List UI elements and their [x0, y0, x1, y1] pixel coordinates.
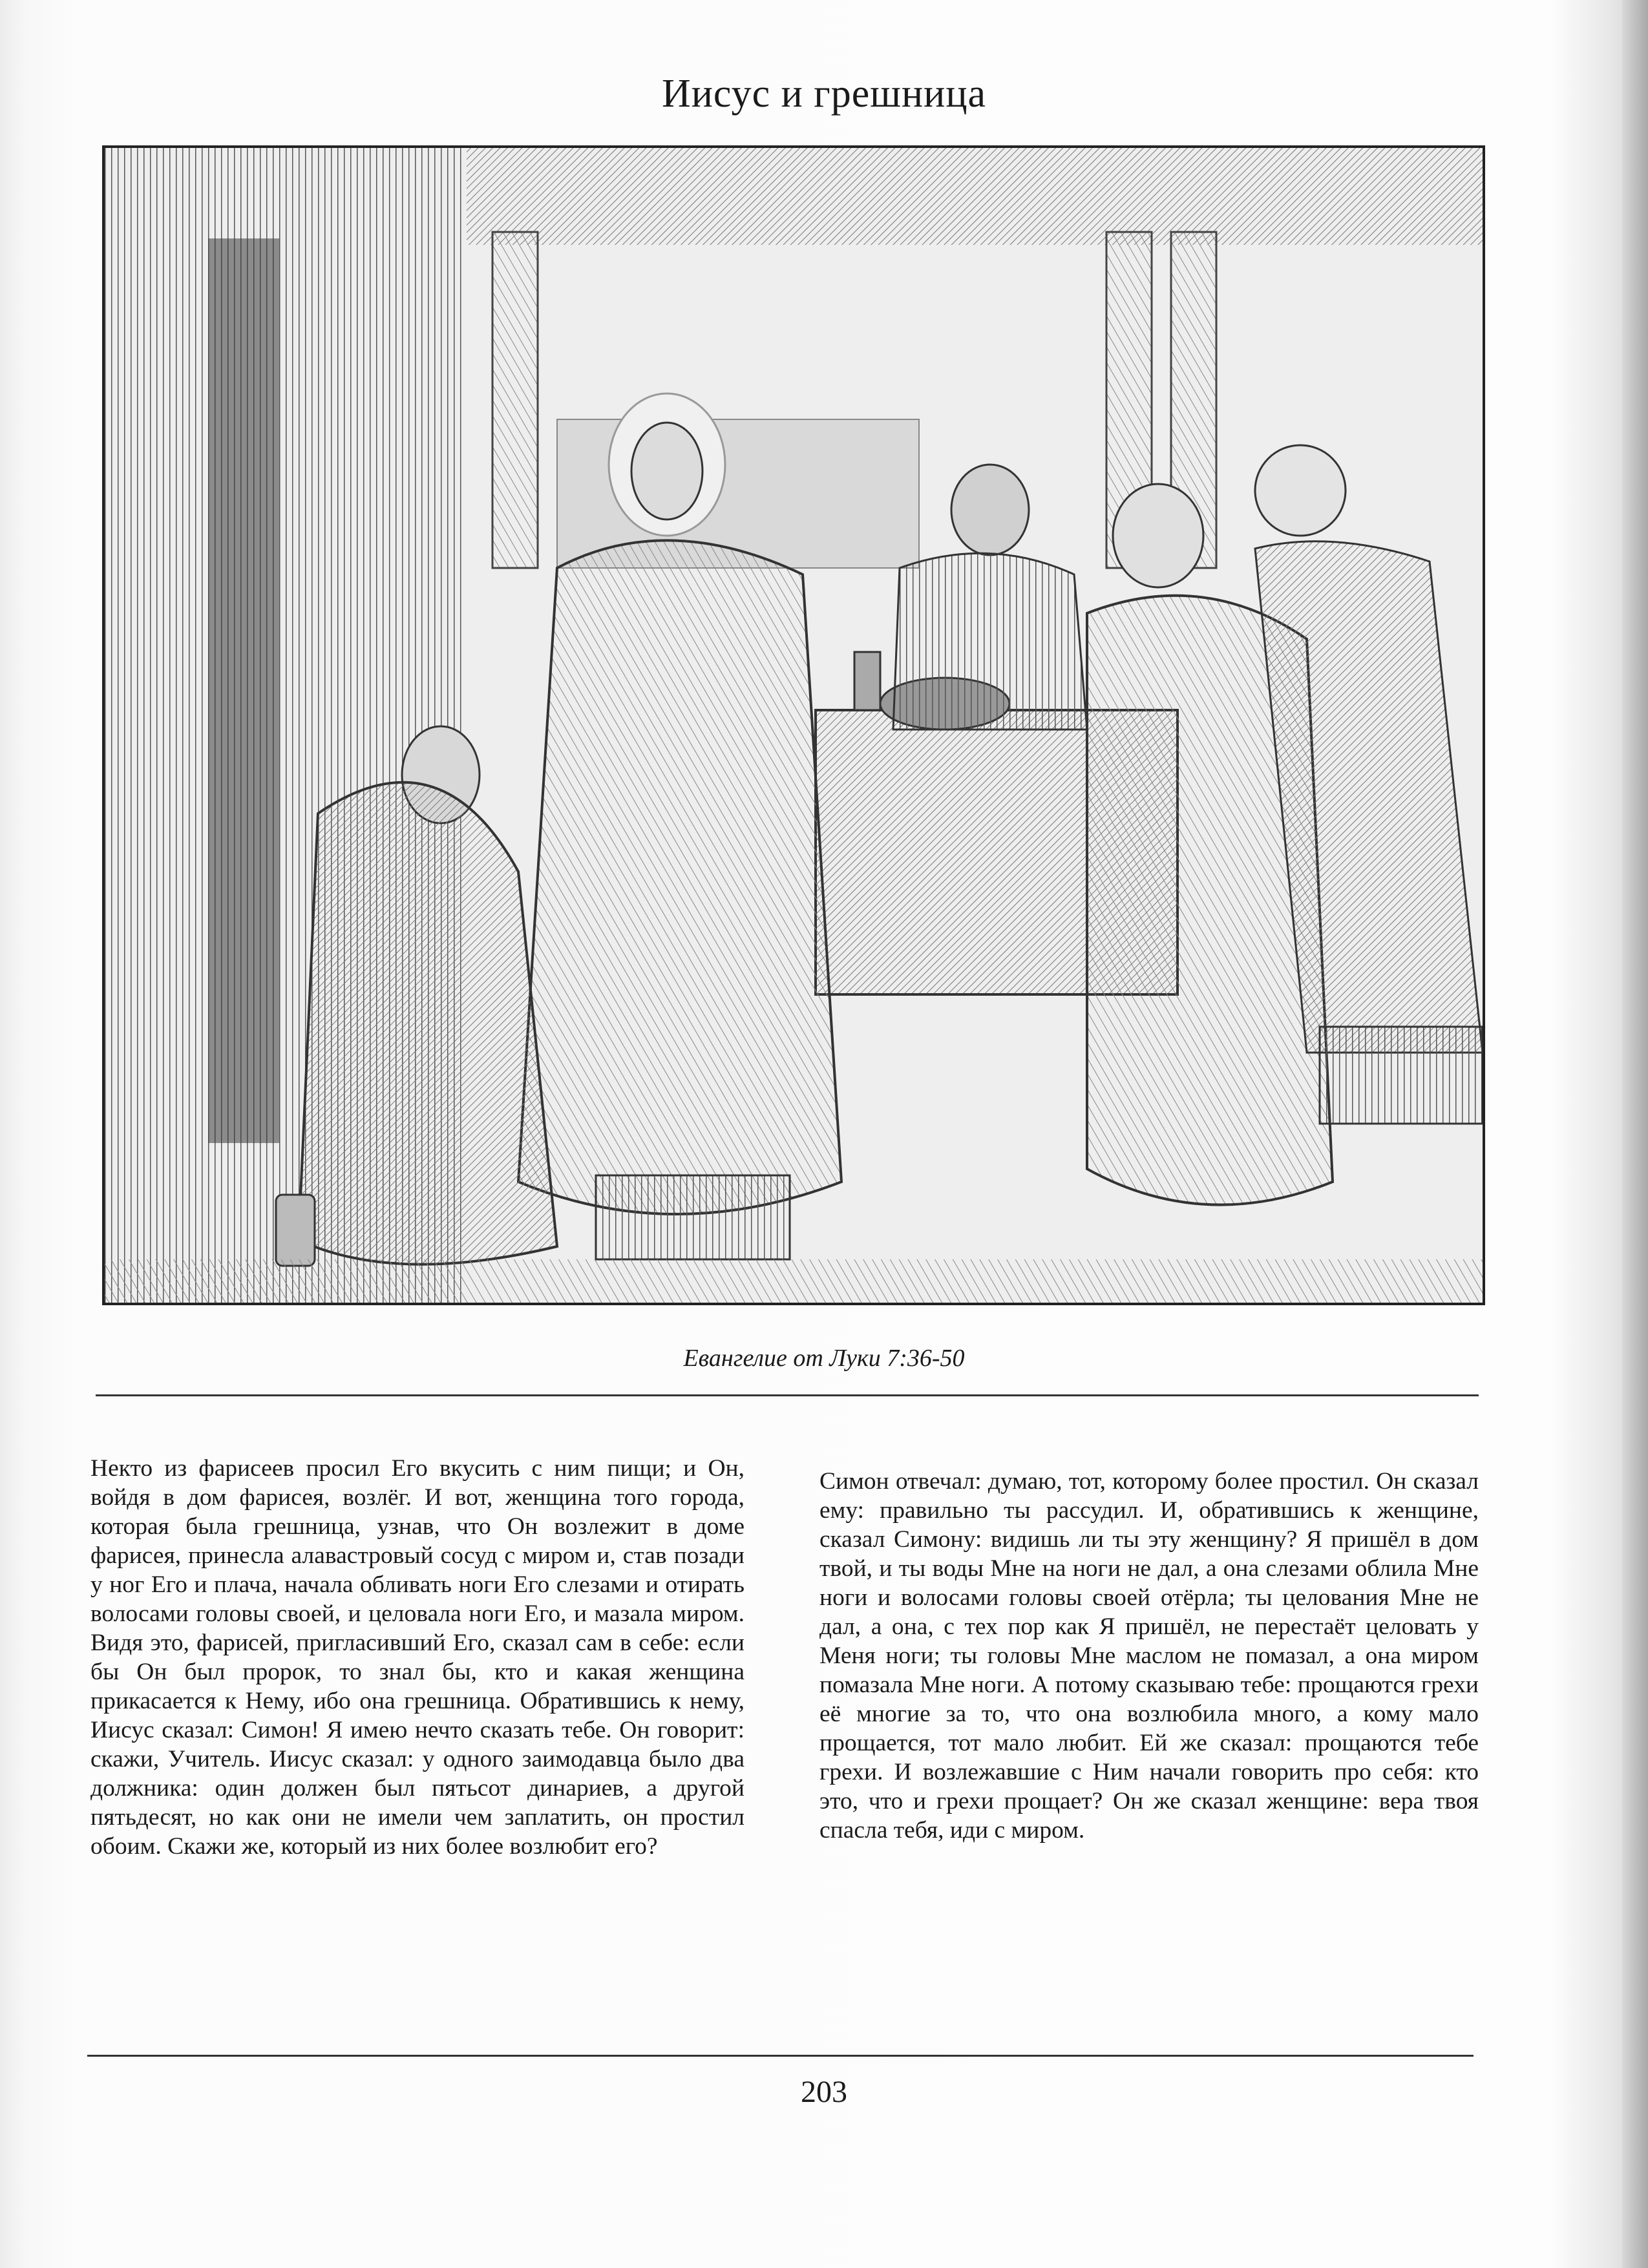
jesus-head	[631, 423, 703, 520]
text-column-left: Некто из фарисеев просил Его вкусить с ним пищи; и Он, войдя в дом фарисея, возлёг. И вот, женщина того города, которая была грешница, узнав, что Он возлежит в доме фарисея, принесла алавастровый сосуд с миром и, став позади у ног Его и плача, начала обливать ноги Его слезами и отирать волосами головы своей, и целовала ноги Его, и мазала миром. Видя это, фарисей, пригласивший Его, сказал сам в себе: если бы Он был пророк, то знал бы, кто и какая женщина прикасается к Нему, ибо она грешница. Обратившись к нему, Иисус сказал: Симон! Я имею нечто сказать тебе. Он говорит: скажи, Учитель. Иисус сказал: у одного заимодавца было два должника: один должен был пятьсот динариев, а другой пятьдесят, но как они не имели чем заплатить, он простил обоим. Скажи же, который из них более возлюбит его?	[90, 1455, 745, 1860]
pharisee-3-turban	[1255, 445, 1346, 536]
caption-divider	[96, 1394, 1479, 1396]
engraving-drawing	[105, 148, 1483, 1303]
footstool	[596, 1175, 790, 1259]
pharisee-1-head	[951, 465, 1029, 555]
page-spine-shadow	[1622, 0, 1648, 2268]
scripture-caption: Евангелие от Луки 7:36-50	[683, 1345, 965, 1372]
pharisee-1	[893, 553, 1087, 730]
bench	[1320, 1027, 1483, 1124]
text-column-right: Симон отвечал: думаю, тот, которому более простил. Он сказал ему: правильно ты рассудил. И, обратившись к женщине, сказал Симону: видишь ли ты эту женщину? Я пришёл в дом твой, и ты воды Мне на ноги не дал, а она слезами облила Мне ноги и волосами головы своей отёрла; ты целования Мне не дал, а она, с тех пор как Я пришёл, не перестаёт целовать у Меня ноги; ты головы Мне маслом не помазал, а она миром помазала Мне ноги. А потому сказываю тебе: прощаются грехи её многие за то, что она возлюбила много, а кому мало прощается, тот мало любит. Ей же сказал: прощаются тебе грехи. И возлежавшие с Ним начали говорить про себя: кто это, что и грехи прощает? Он же сказал женщине: вера твоя спасла тебя, иди с миром.	[819, 1468, 1479, 1843]
alabaster-jar	[276, 1195, 315, 1266]
page-number: 203	[801, 2075, 847, 2109]
engraving-illustration	[102, 145, 1485, 1305]
jesus-robe	[518, 540, 841, 1214]
footer-divider	[87, 2055, 1474, 2057]
floor	[105, 1259, 1483, 1303]
column-left	[492, 232, 538, 568]
vine-pergola	[467, 148, 1483, 245]
pharisee-2-turban	[1113, 484, 1203, 587]
cup	[854, 652, 880, 710]
page-title: Иисус и грешница	[661, 72, 987, 116]
